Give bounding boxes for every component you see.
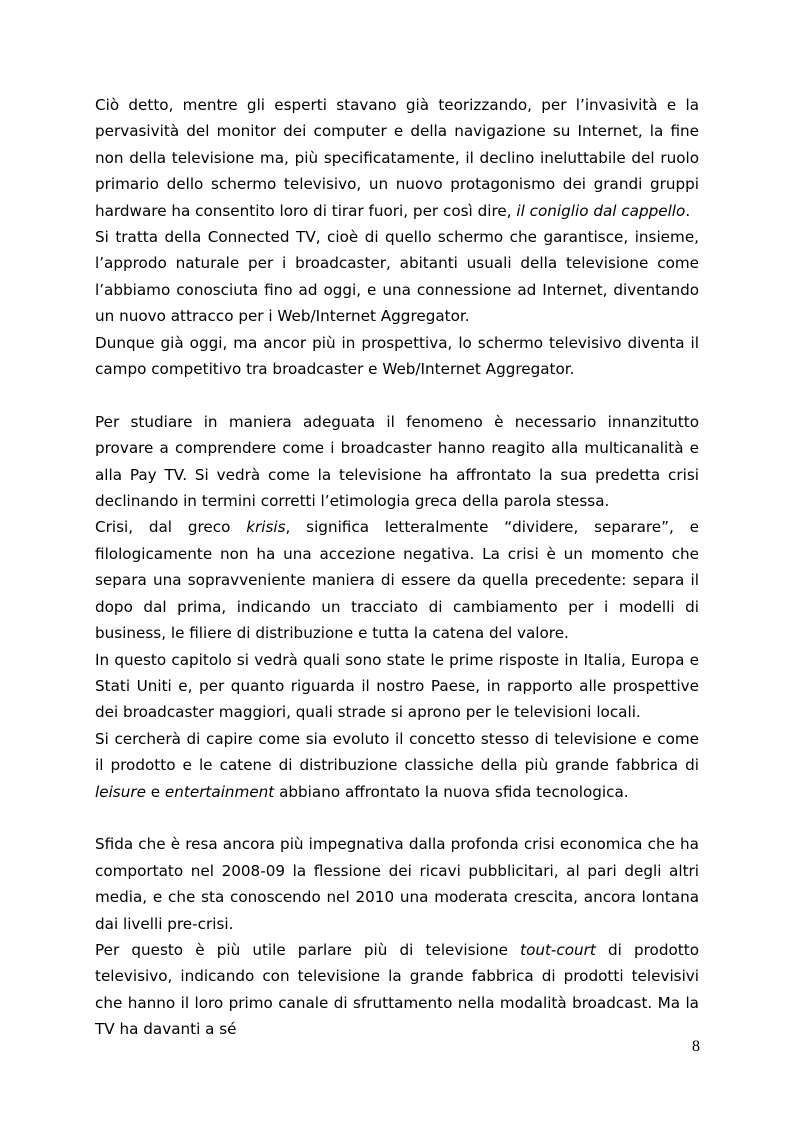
paragraph (95, 514, 699, 646)
paragraph (95, 937, 699, 1043)
text-segment: Ciò detto, mentre gli esperti stavano già teorizzando, per l’invasività e la pervasività del monitor dei computer e della navigazione su Internet, la fine non della televisione ma, più specificatamente, il declino ineluttabile del ruolo primario dello schermo televisivo, un nuovo protagonismo dei grandi gruppi hardware ha consentito loro di tirar fuori, per così dire, (95, 96, 699, 220)
paragraph (95, 831, 699, 937)
text-segment: . (685, 201, 691, 220)
paragraph (95, 224, 699, 330)
paragraph (95, 726, 699, 805)
text-segment: Per studiare in maniera adeguata il fenomeno è necessario innanzitutto provare a comprendere come i broadcaster hanno reagito alla multicanalità e alla Pay TV. Si vedrà come la televisione ha affrontato la sua predetta crisi declinando in termini corretti l’etimologia greca della parola stessa. (95, 412, 699, 511)
italic-text: leisure (95, 782, 146, 801)
paragraph (95, 647, 699, 726)
text-segment: Si cercherà di capire come sia evoluto il concetto stesso di televisione e come il prodotto e le catene di distribuzione classiche della più grande fabbrica di (95, 729, 699, 775)
italic-text: krisis (246, 518, 286, 537)
text-segment: abbiano affrontato la nuova sfida tecnologica. (274, 782, 629, 801)
document-text (95, 92, 699, 1043)
text-segment: In questo capitolo si vedrà quali sono state le prime risposte in Italia, Europa e Stati Uniti e, per quanto riguarda il nostro Paese, in rapporto alle prospettive dei broadcaster maggiori, quali strade si aprono per le televisioni locali. (95, 650, 699, 722)
text-segment: di prodotto televisivo, indicando con televisione la grande fabbrica di prodotti televisivi che hanno il loro primo canale di sfruttamento nella modalità broadcast. Ma la TV ha davanti a sé (95, 940, 699, 1039)
italic-text: entertainment (164, 782, 275, 801)
italic-text: tout-court (520, 940, 596, 959)
page-number: 8 (692, 1038, 700, 1055)
paragraph (95, 92, 699, 224)
text-segment: Sfida che è resa ancora più impegnativa dalla profonda crisi economica che ha comportato nel 2008-09 la flessione dei ricavi pubblicitari, al pari degli altri media, e che sta conoscendo nel 2010 una moderata crescita, ancora lontana dai livelli pre-crisi. (95, 835, 699, 933)
text-segment: Per questo è più utile parlare più di televisione (95, 940, 521, 959)
text-segment: e (145, 782, 165, 801)
text-segment: Crisi, dal greco (95, 518, 247, 537)
text-segment: Dunque già oggi, ma ancor più in prospettiva, lo schermo televisivo diventa il campo competitivo tra broadcaster e Web/Internet Aggregator. (95, 333, 699, 379)
text-segment: , significa letteralmente “dividere, separare”, e filologicamente non ha una accezione negativa. La crisi è un momento che separa una sopravveniente maniera di essere da quella precedente: separa il dopo dal prima, indicando un tracciato di cambiamento per i modelli di business, le filiere di distribuzione e tutta la catena del valore. (95, 518, 699, 643)
text-segment: Si tratta della Connected TV, cioè di quello schermo che garantisce, insieme, l’approdo naturale per i broadcaster, abitanti usuali della televisione come l’abbiamo conosciuta fino ad oggi, e una connessione ad Internet, diventando un nuovo attracco per i Web/Internet Aggregator. (95, 228, 699, 326)
paragraph (95, 330, 699, 383)
italic-text: il coniglio dal cappello (516, 201, 686, 220)
paragraph (95, 409, 699, 515)
page-body (95, 92, 699, 1043)
